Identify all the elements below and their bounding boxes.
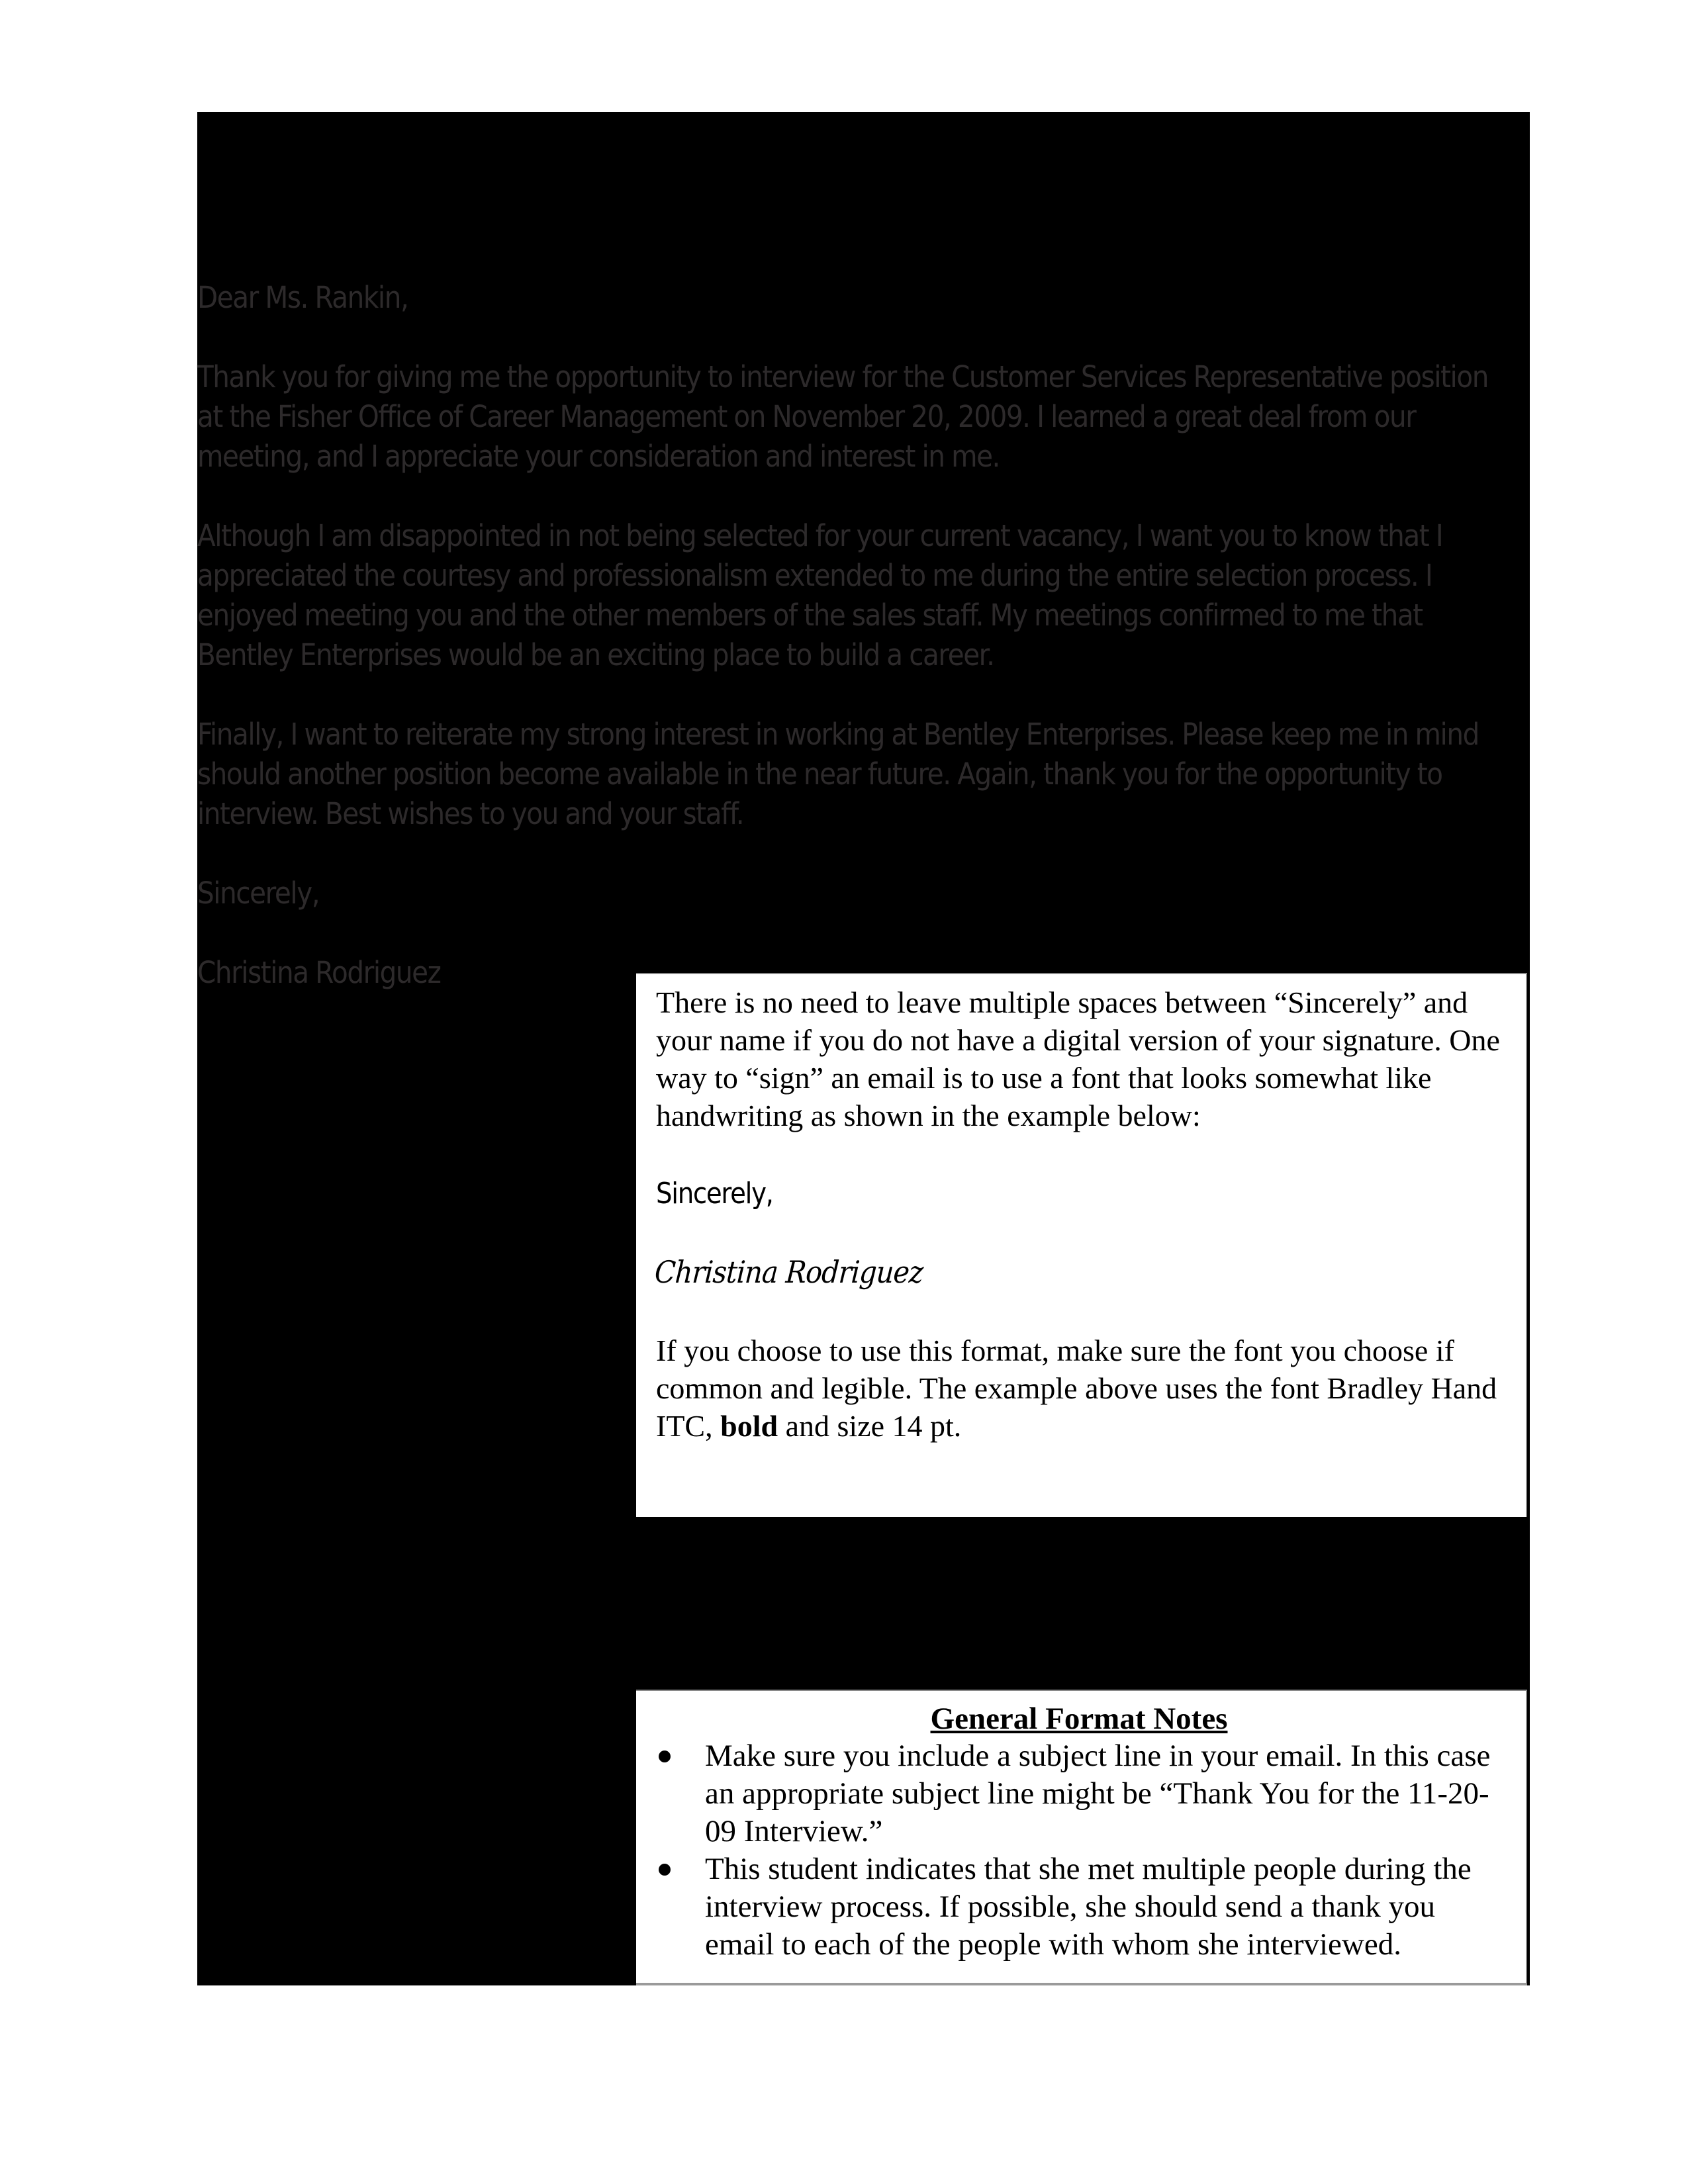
signature-tip-callout [636,973,1527,1517]
example-handwritten-signature: Christina Rodriguez [653,1254,924,1290]
general-format-notes-callout [636,1690,1527,1985]
letter-signer-name: Christina Rodriguez [197,955,441,990]
letter-paragraph-2: Although I am disappointed in not being selected for your current vacancy, I want you to know that I appreciated the courtesy and professionalism extended to me during the entire selection process. I enjoyed meeting you and the other members of the sales staff. My meetings confirmed to me that Bentley Enterprises would be an exciting place to build a career. [197,518,1443,672]
letter-closing: Sincerely, [197,876,320,911]
bullet-icon [659,1864,671,1876]
bullet-icon [659,1751,671,1762]
note-text: Make sure you include a subject line in your email. In this case an appropriate subject line might be “Thank You for the 11-20-09 Interview.” [705,1739,1491,1848]
font-note-text-end: and size 14 pt. [778,1409,962,1443]
letter-paragraph-3: Finally, I want to reiterate my strong interest in working at Bentley Enterprises. Please keep me in mind should another position become available in the near future. Again, thank you for the opportunity to interview. Best wishes to you and your staff. [197,717,1479,831]
example-closing: Sincerely, [656,1177,773,1210]
list-item [651,1850,1507,1964]
font-note [656,1332,1506,1445]
letter-paragraph-1: Thank you for giving me the opportunity to interview for the Customer Services Representative position at the Fisher Office of Career Management on November 20, 2009. I learned a great deal from our meeting, and I appreciate your consideration and interest in me. [197,359,1488,474]
signature-tip-text: There is no need to leave multiple spaces between “Sincerely” and your name if you do not have a digital version of your signature. One way to “sign” an email is to use a font that looks somewhat like handwriting as shown in the example below: [656,985,1500,1132]
font-note-text: If you choose to use this format, make sure the font you choose if common and legible. The example above uses the font Bradley Hand ITC, [656,1334,1497,1443]
notes-list [651,1737,1507,1964]
font-note-bold: bold [720,1409,778,1443]
thank-you-letter [197,278,1488,993]
note-text: This student indicates that she met multiple people during the interview process. If possible, she should send a thank you email to each of the people with whom she interviewed. [705,1852,1472,1962]
letter-salutation: Dear Ms. Rankin, [197,280,408,315]
notes-title: General Format Notes [930,1702,1228,1736]
list-item [651,1737,1507,1850]
